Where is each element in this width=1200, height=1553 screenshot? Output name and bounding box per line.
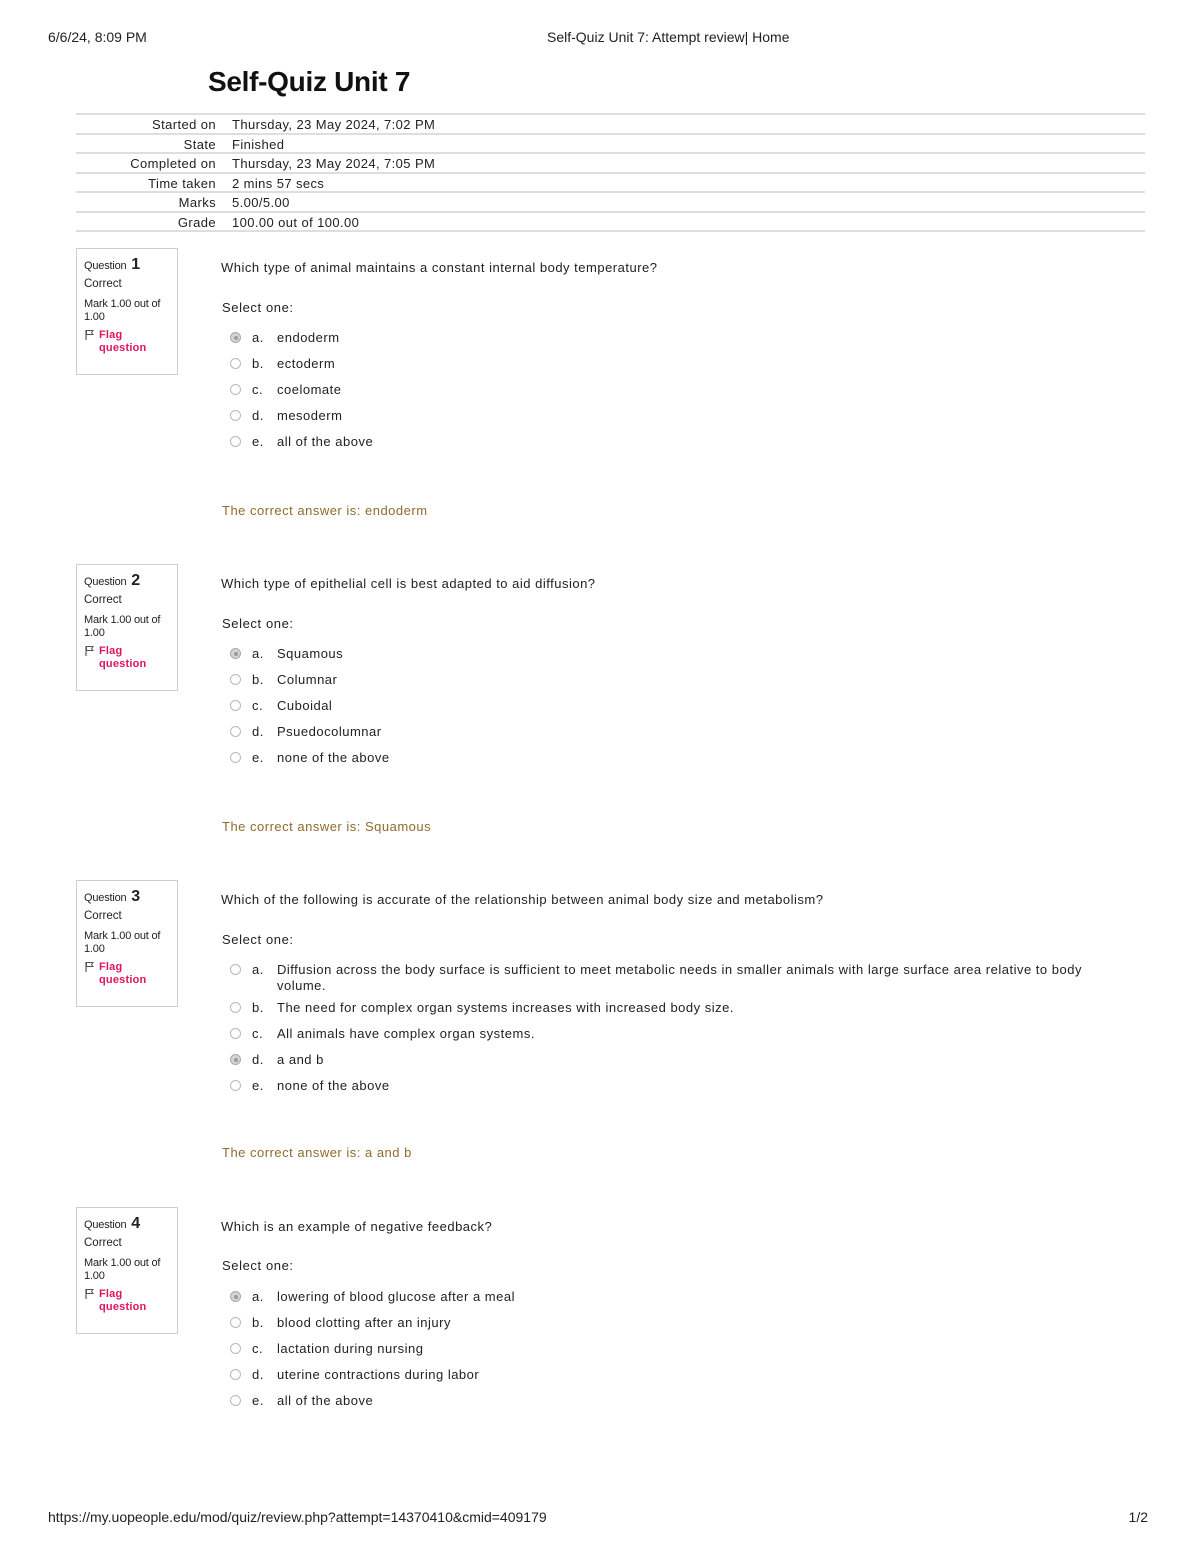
- question-state: Correct: [84, 1237, 122, 1249]
- flag-question-label: Flag question: [99, 961, 147, 986]
- question-number: [84, 572, 177, 590]
- flag-icon: [84, 645, 96, 657]
- question-info-box: [76, 564, 178, 691]
- print-url: https://my.uopeople.edu/mod/quiz/review.php?attempt=14370410&cmid=409179: [48, 1509, 547, 1525]
- print-page-title: Self-Quiz Unit 7: Attempt review| Home: [547, 29, 790, 45]
- answer-text: ectoderm: [277, 356, 336, 371]
- question-grade: Mark 1.00 out of 1.00: [84, 298, 161, 323]
- question-state: Correct: [84, 910, 122, 922]
- radio[interactable]: [230, 752, 241, 763]
- attempt-summary-table: [76, 113, 1145, 232]
- correct-answer-feedback: The correct answer is: Squamous: [222, 819, 432, 834]
- answer-text: none of the above: [277, 750, 390, 765]
- answer-letter: e.: [252, 434, 264, 449]
- page-title: Self-Quiz Unit 7: [208, 66, 411, 97]
- answer-letter: d.: [252, 1367, 264, 1382]
- flag-question-link[interactable]: [84, 329, 177, 355]
- radio[interactable]: [230, 358, 241, 369]
- correct-answer-feedback: The correct answer is: a and b: [222, 1145, 412, 1160]
- question-number: [84, 888, 177, 906]
- question-text: Which type of animal maintains a constant internal body temperature?: [221, 260, 658, 275]
- summary-value: Thursday, 23 May 2024, 7:02 PM: [232, 117, 436, 132]
- radio[interactable]: [230, 1002, 241, 1013]
- correct-answer-feedback: The correct answer is: endoderm: [222, 503, 428, 518]
- question-number-value: 1: [131, 256, 140, 273]
- summary-value: 5.00/5.00: [232, 195, 290, 210]
- summary-label: Time taken: [148, 175, 216, 191]
- answer-option[interactable]: [230, 1391, 1110, 1417]
- question-label: Question: [84, 260, 127, 272]
- answer-letter: c.: [252, 382, 264, 397]
- radio[interactable]: [230, 964, 241, 975]
- question-text: Which type of epithelial cell is best adapted to aid diffusion?: [221, 576, 596, 591]
- answer-text: lactation during nursing: [277, 1341, 424, 1356]
- answer-option[interactable]: [230, 960, 1110, 998]
- flag-icon: [84, 961, 96, 973]
- flag-question-label: Flag question: [99, 329, 147, 354]
- answer-letter: b.: [252, 672, 264, 687]
- answer-option[interactable]: [230, 1024, 1110, 1050]
- answer-text: blood clotting after an injury: [277, 1315, 451, 1330]
- flag-question-link[interactable]: [84, 961, 177, 987]
- question-grade: Mark 1.00 out of 1.00: [84, 930, 161, 955]
- radio-selected[interactable]: [230, 648, 241, 659]
- answer-letter: a.: [252, 962, 264, 977]
- summary-value: 100.00 out of 100.00: [232, 214, 360, 230]
- answer-text: Columnar: [277, 672, 338, 687]
- answer-option[interactable]: [230, 1313, 1110, 1339]
- flag-icon: [84, 329, 96, 341]
- summary-row-time-taken: [76, 172, 1145, 192]
- question-text: Which of the following is accurate of the relationship between animal body size and metabolism?: [221, 892, 824, 907]
- radio-selected[interactable]: [230, 1291, 241, 1302]
- question-number-value: 2: [131, 572, 140, 589]
- answer-text: Squamous: [277, 646, 344, 661]
- summary-label: State: [183, 136, 216, 152]
- answer-text: Diffusion across the body surface is sufficient to meet metabolic needs in smaller animals with large surface area relative to body volume.: [277, 962, 1082, 993]
- radio[interactable]: [230, 700, 241, 711]
- summary-row-marks: [76, 191, 1145, 211]
- answer-text: a and b: [277, 1052, 324, 1067]
- answer-text: All animals have complex organ systems.: [277, 1026, 535, 1041]
- answer-option[interactable]: [230, 328, 1110, 354]
- print-footer: [0, 1509, 1200, 1527]
- answer-option[interactable]: [230, 696, 1110, 722]
- question-info-box: [76, 880, 178, 1007]
- question-label: Question: [84, 1219, 127, 1231]
- question-grade: Mark 1.00 out of 1.00: [84, 1257, 161, 1282]
- question-state: Correct: [84, 594, 122, 606]
- question-text: Which is an example of negative feedback?: [221, 1219, 493, 1234]
- radio[interactable]: [230, 1028, 241, 1039]
- radio[interactable]: [230, 1369, 241, 1380]
- question-number: [84, 256, 177, 274]
- select-one-prompt: Select one:: [222, 1258, 294, 1273]
- answer-text: lowering of blood glucose after a meal: [277, 1289, 515, 1304]
- answer-option[interactable]: [230, 644, 1110, 670]
- answer-letter: d.: [252, 724, 264, 739]
- answer-text: all of the above: [277, 1393, 374, 1408]
- answer-option[interactable]: [230, 380, 1110, 406]
- flag-icon: [84, 1288, 96, 1300]
- answer-text: Psuedocolumnar: [277, 724, 382, 739]
- print-page-number: 1/2: [1128, 1509, 1148, 1525]
- answer-letter: e.: [252, 1393, 264, 1408]
- question-label: Question: [84, 892, 127, 904]
- print-datetime: 6/6/24, 8:09 PM: [48, 29, 147, 45]
- question-info-box: [76, 1207, 178, 1334]
- radio[interactable]: [230, 410, 241, 421]
- answer-letter: e.: [252, 750, 264, 765]
- radio[interactable]: [230, 384, 241, 395]
- flag-question-link[interactable]: [84, 645, 177, 671]
- answer-option[interactable]: [230, 354, 1110, 380]
- answer-option[interactable]: [230, 432, 1110, 458]
- summary-label: Started on: [152, 117, 216, 132]
- answer-options: [230, 1287, 1110, 1417]
- answer-letter: c.: [252, 1026, 264, 1041]
- answer-option[interactable]: [230, 1050, 1110, 1076]
- summary-label: Grade: [177, 214, 216, 230]
- question-info-box: [76, 248, 178, 375]
- answer-text: coelomate: [277, 382, 342, 397]
- summary-value: 2 mins 57 secs: [232, 175, 325, 191]
- answer-option[interactable]: [230, 670, 1110, 696]
- answer-letter: d.: [252, 408, 264, 423]
- summary-value: Finished: [232, 136, 285, 152]
- answer-option[interactable]: [230, 406, 1110, 432]
- print-header: [0, 29, 1200, 47]
- question-number-value: 4: [131, 1215, 140, 1232]
- answer-option[interactable]: [230, 722, 1110, 748]
- answer-letter: c.: [252, 698, 264, 713]
- flag-question-label: Flag question: [99, 1288, 147, 1313]
- summary-label: Marks: [178, 195, 216, 210]
- answer-letter: a.: [252, 1289, 264, 1304]
- summary-row-state: [76, 133, 1145, 153]
- radio-selected[interactable]: [230, 1054, 241, 1065]
- answer-letter: b.: [252, 356, 264, 371]
- answer-letter: d.: [252, 1052, 264, 1067]
- radio[interactable]: [230, 726, 241, 737]
- answer-text: endoderm: [277, 330, 340, 345]
- radio[interactable]: [230, 436, 241, 447]
- answer-options: [230, 960, 1110, 1102]
- answer-letter: b.: [252, 1000, 264, 1015]
- answer-option[interactable]: [230, 1339, 1110, 1365]
- select-one-prompt: Select one:: [222, 932, 294, 947]
- answer-option[interactable]: [230, 748, 1110, 774]
- answer-letter: c.: [252, 1341, 264, 1356]
- answer-text: uterine contractions during labor: [277, 1367, 480, 1382]
- answer-text: Cuboidal: [277, 698, 333, 713]
- summary-row-completed: [76, 152, 1145, 172]
- question-grade: Mark 1.00 out of 1.00: [84, 614, 161, 639]
- radio[interactable]: [230, 674, 241, 685]
- select-one-prompt: Select one:: [222, 300, 294, 315]
- radio[interactable]: [230, 1317, 241, 1328]
- radio-selected[interactable]: [230, 332, 241, 343]
- summary-row-grade: [76, 211, 1145, 233]
- answer-text: mesoderm: [277, 408, 343, 423]
- answer-text: all of the above: [277, 434, 374, 449]
- answer-text: The need for complex organ systems increases with increased body size.: [277, 1000, 734, 1015]
- question-number-value: 3: [131, 888, 140, 905]
- radio[interactable]: [230, 1343, 241, 1354]
- flag-question-link[interactable]: [84, 1288, 177, 1314]
- answer-option[interactable]: [230, 1076, 1110, 1102]
- summary-label: Completed on: [130, 156, 216, 171]
- answer-letter: e.: [252, 1078, 264, 1093]
- answer-option[interactable]: [230, 1287, 1110, 1313]
- summary-value: Thursday, 23 May 2024, 7:05 PM: [232, 156, 436, 171]
- answer-letter: a.: [252, 646, 264, 661]
- flag-question-label: Flag question: [99, 645, 147, 670]
- summary-row-started: [76, 113, 1145, 133]
- answer-letter: a.: [252, 330, 264, 345]
- radio[interactable]: [230, 1080, 241, 1091]
- answer-options: [230, 644, 1110, 774]
- question-state: Correct: [84, 278, 122, 290]
- answer-option[interactable]: [230, 1365, 1110, 1391]
- question-number: [84, 1215, 177, 1233]
- question-label: Question: [84, 576, 127, 588]
- radio[interactable]: [230, 1395, 241, 1406]
- answer-text: none of the above: [277, 1078, 390, 1093]
- answer-options: [230, 328, 1110, 458]
- answer-letter: b.: [252, 1315, 264, 1330]
- answer-option[interactable]: [230, 998, 1110, 1024]
- select-one-prompt: Select one:: [222, 616, 294, 631]
